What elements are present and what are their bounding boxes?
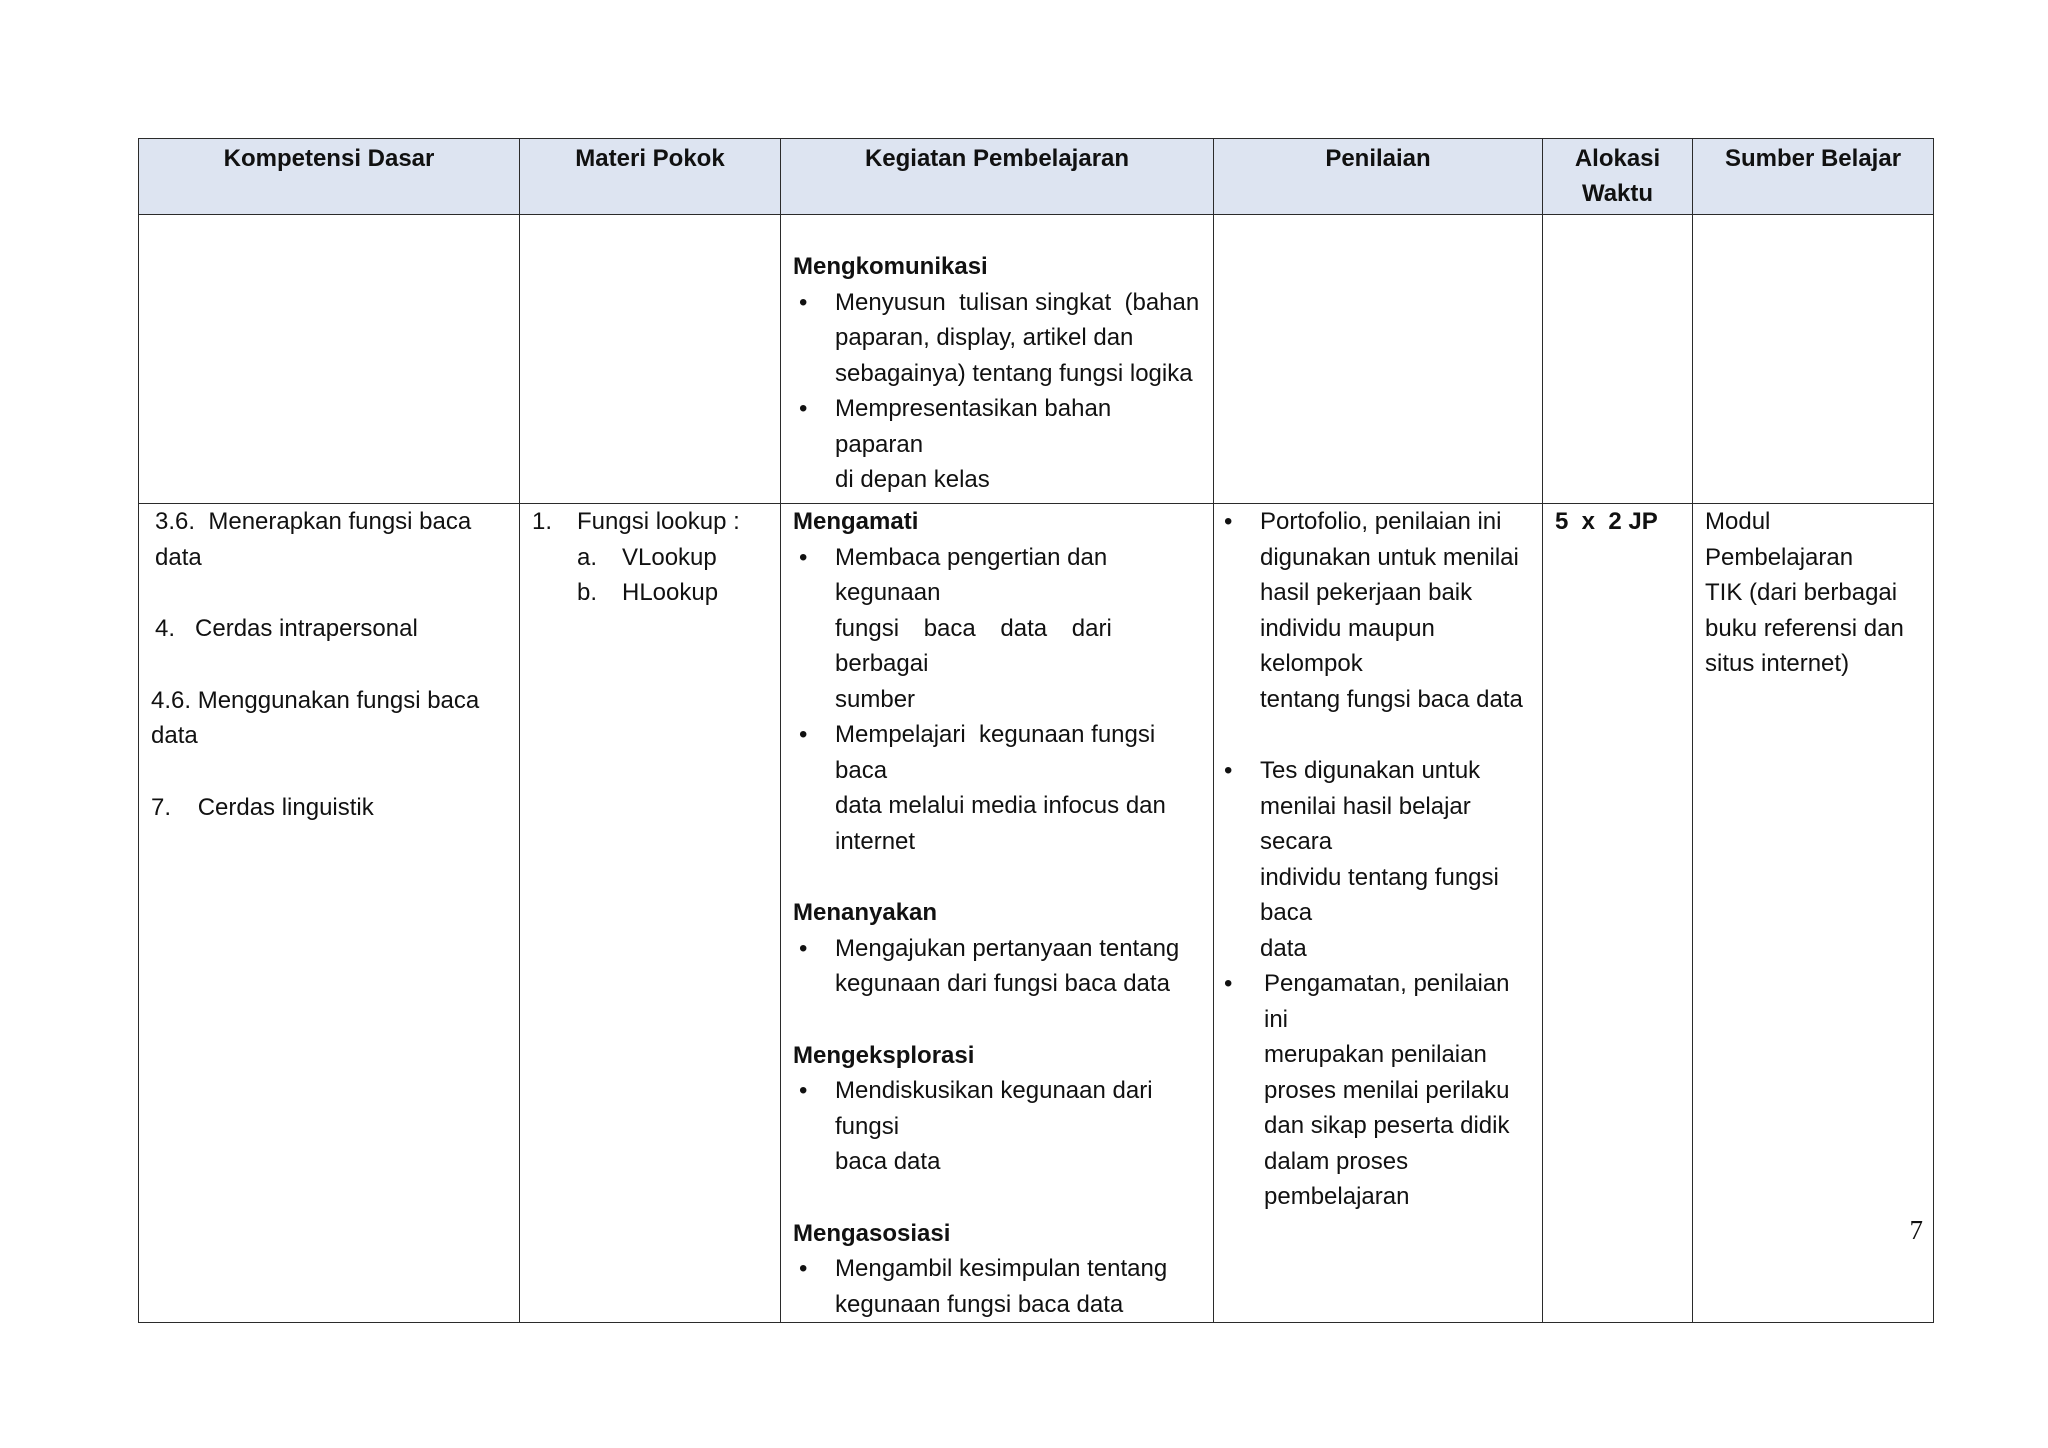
cell-penilaian-empty <box>1214 215 1543 504</box>
subitem-letter: a. <box>577 543 598 571</box>
line: sebagainya) tentang fungsi logika <box>835 359 1193 387</box>
line: di depan kelas <box>835 466 990 493</box>
list-item <box>793 931 1201 1002</box>
line: kegunaan fungsi baca data <box>835 1290 1124 1318</box>
kd-item: 3.6. Menerapkan fungsi baca data <box>155 508 478 571</box>
header-alokasi-line2: Waktu <box>1581 180 1654 207</box>
header-penilaian: Penilaian <box>1214 139 1543 215</box>
line: sumber <box>835 685 916 713</box>
list-item <box>793 540 1201 718</box>
line: buku referensi dan <box>1705 614 1904 642</box>
kd-item: 7. Cerdas linguistik <box>151 793 374 821</box>
header-kegiatan-pembelajaran: Kegiatan Pembelajaran <box>781 139 1214 215</box>
cell-materi <box>520 504 781 1323</box>
list-item <box>793 1073 1201 1180</box>
line: Tes digunakan untuk <box>1260 757 1481 784</box>
line: kegunaan dari fungsi baca data <box>835 970 1170 997</box>
bullet-icon: • <box>1224 970 1233 997</box>
header-alokasi-waktu <box>1543 139 1693 215</box>
syllabus-table <box>138 138 1934 1323</box>
list-item <box>793 1251 1201 1322</box>
materi-subitem <box>532 540 768 576</box>
line: Mengajukan pertanyaan tentang <box>835 934 1180 962</box>
cell-penilaian <box>1214 504 1543 1323</box>
section-mengeksplorasi: Mengeksplorasi <box>793 1041 975 1069</box>
header-alokasi-line1: Alokasi <box>1574 145 1661 172</box>
cell-kegiatan <box>781 504 1214 1323</box>
bullet-list <box>1218 504 1530 717</box>
kd-item: 4.6. Menggunakan fungsi baca data <box>151 686 486 749</box>
cell-kompetensi-empty <box>139 215 520 504</box>
line: Menyusun tulisan singkat (bahan <box>835 288 1200 316</box>
line: data <box>1260 934 1307 962</box>
bullet-icon: • <box>799 288 808 316</box>
line: Mendiskusikan kegunaan dari fungsi <box>835 1077 1160 1140</box>
table-header-row <box>139 139 1934 215</box>
list-item <box>1218 753 1530 966</box>
cell-alokasi <box>1543 504 1693 1323</box>
header-kompetensi-dasar: Kompetensi Dasar <box>139 139 520 215</box>
materi-title: Fungsi lookup : <box>577 508 740 535</box>
line: proses menilai perilaku <box>1264 1076 1510 1104</box>
bullet-icon: • <box>1224 508 1233 535</box>
list-item <box>1218 504 1530 717</box>
line: hasil pekerjaan baik <box>1260 579 1473 606</box>
line: Pengamatan, penilaian ini <box>1264 970 1517 1033</box>
cell-alokasi-empty <box>1543 215 1693 504</box>
line: digunakan untuk menilai <box>1260 543 1519 571</box>
line: situs internet) <box>1705 650 1850 677</box>
line: menilai hasil belajar secara <box>1260 792 1478 855</box>
bullet-list <box>793 1073 1201 1180</box>
cell-kegiatan <box>781 215 1214 504</box>
section-mengamati: Mengamati <box>793 508 919 535</box>
table-row <box>139 215 1934 504</box>
bullet-icon: • <box>1224 757 1233 784</box>
line: dalam proses <box>1264 1147 1409 1175</box>
cell-kompetensi <box>139 504 520 1323</box>
page-number: 7 <box>1909 1215 1923 1245</box>
cell-sumber <box>1693 504 1934 1323</box>
list-item <box>793 717 1201 859</box>
line: baca data <box>835 1148 941 1175</box>
bullet-list <box>793 285 1201 498</box>
line: internet <box>835 827 916 855</box>
subitem-text: HLookup <box>622 579 719 606</box>
bullet-icon: • <box>799 395 808 422</box>
bullet-icon: • <box>799 721 808 748</box>
bullet-list <box>793 1251 1201 1322</box>
line: Portofolio, penilaian ini <box>1260 508 1502 535</box>
line: pembelajaran <box>1264 1183 1410 1210</box>
line: merupakan penilaian <box>1264 1041 1487 1068</box>
materi-subitem <box>532 575 768 611</box>
header-sumber-belajar: Sumber Belajar <box>1693 139 1934 215</box>
materi-item <box>532 504 768 540</box>
section-mengasosiasi: Mengasosiasi <box>793 1219 951 1247</box>
line: individu tentang fungsi baca <box>1260 863 1506 926</box>
header-materi-pokok: Materi Pokok <box>520 139 781 215</box>
line: Membaca pengertian dan kegunaan <box>835 543 1114 606</box>
bullet-icon: • <box>799 543 808 571</box>
list-item <box>1218 966 1530 1215</box>
line: dan sikap peserta didik <box>1264 1112 1510 1139</box>
table-row <box>139 504 1934 1323</box>
line: data melalui media infocus dan <box>835 792 1166 819</box>
list-item <box>793 285 1201 392</box>
list-item <box>793 391 1201 498</box>
bullet-icon: • <box>799 1077 808 1104</box>
bullet-icon: • <box>799 1255 808 1282</box>
line: tentang fungsi baca data <box>1260 685 1523 713</box>
subitem-letter: b. <box>577 579 598 606</box>
line: Mengambil kesimpulan tentang <box>835 1255 1168 1282</box>
section-menanyakan: Menanyakan <box>793 899 938 926</box>
line: paparan, display, artikel dan <box>835 324 1134 351</box>
cell-materi-empty <box>520 215 781 504</box>
line: individu maupun kelompok <box>1260 614 1442 677</box>
bullet-list <box>1218 753 1530 1215</box>
bullet-icon: • <box>799 934 808 962</box>
cell-sumber-empty <box>1693 215 1934 504</box>
alokasi-value: 5 x 2 JP <box>1555 508 1658 535</box>
line: Mempresentasikan bahan paparan <box>835 395 1118 458</box>
line: TIK (dari berbagai <box>1705 579 1898 606</box>
materi-number: 1. <box>532 508 553 535</box>
line: Mempelajari kegunaan fungsi baca <box>835 721 1162 784</box>
section-mengkomunikasi: Mengkomunikasi <box>793 253 988 280</box>
line: fungsi baca data dari berbagai <box>835 614 1137 677</box>
line: Modul Pembelajaran <box>1705 508 1854 571</box>
kd-item: 4. Cerdas intrapersonal <box>155 615 418 642</box>
bullet-list <box>793 931 1201 1002</box>
bullet-list <box>793 540 1201 860</box>
subitem-text: VLookup <box>622 543 717 571</box>
